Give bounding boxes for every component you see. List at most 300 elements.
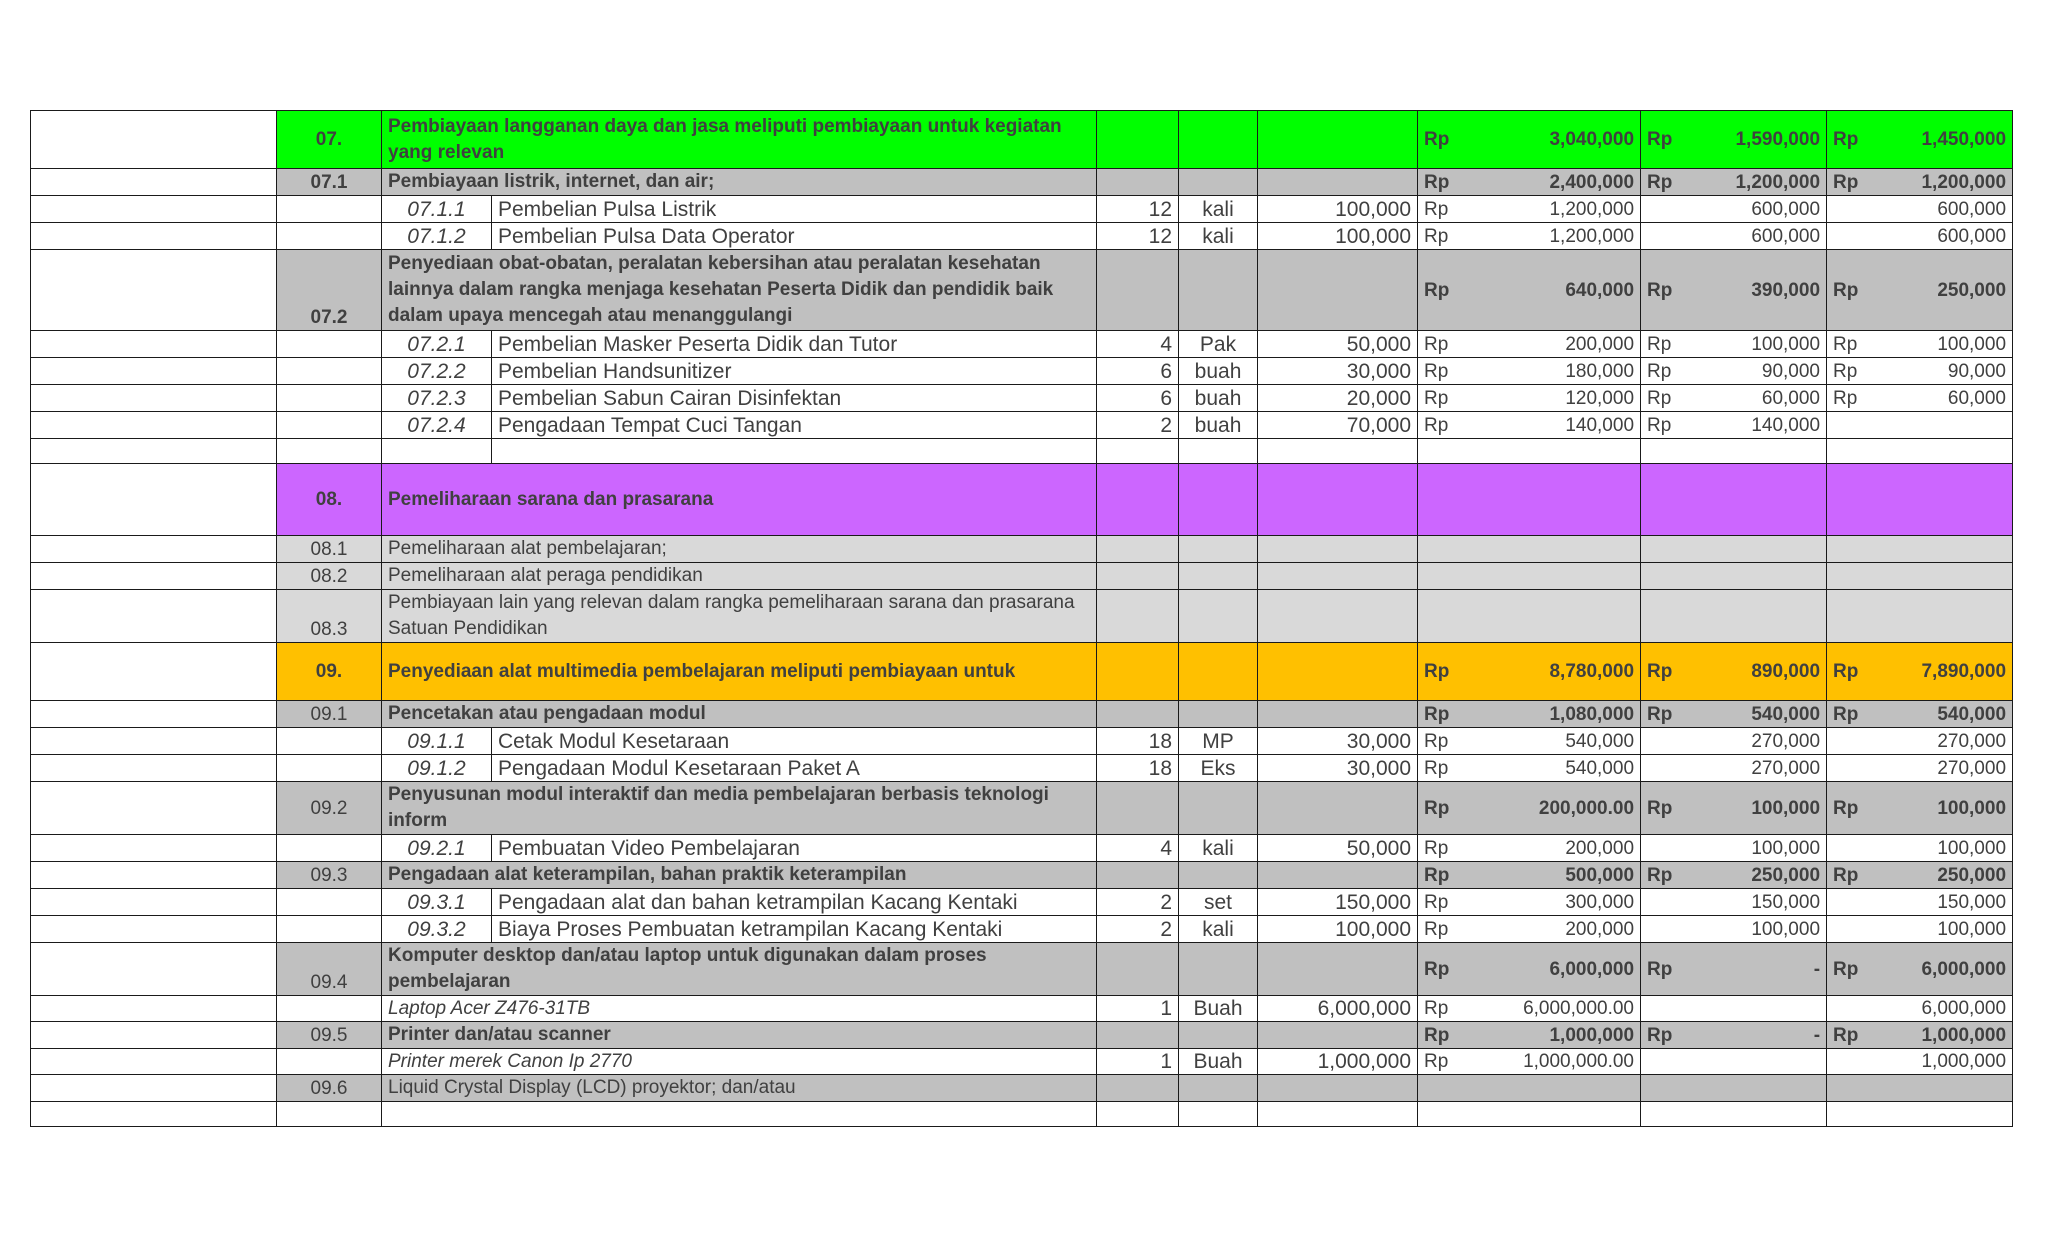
- cell-stage1[interactable]: 140,000: [1686, 412, 1827, 439]
- cell-blank[interactable]: [31, 169, 277, 196]
- cell-price[interactable]: 100,000: [1258, 916, 1418, 943]
- cell-qty[interactable]: 12: [1097, 223, 1179, 250]
- cell-subcode[interactable]: 09.3.2: [382, 916, 492, 943]
- cell-blank[interactable]: [31, 1102, 277, 1127]
- cell-blank[interactable]: [31, 250, 277, 331]
- cell-description[interactable]: Penyediaan obat-obatan, peralatan kebersihan atau peralatan kesehatan lainnya dalam rangka menjaga kesehatan Peserta Didik dan pendidik baik dalam upaya mencegah atau menanggulangi: [382, 250, 1097, 331]
- cell-rp-stage1[interactable]: [1641, 464, 1686, 536]
- cell-stage2[interactable]: 60,000: [1872, 385, 2013, 412]
- cell-stage2[interactable]: 90,000: [1872, 358, 2013, 385]
- cell-stage2[interactable]: [1872, 590, 2013, 643]
- cell-rp-total[interactable]: Rp: [1418, 889, 1463, 916]
- cell-blank[interactable]: [31, 643, 277, 701]
- cell-rp-stage1[interactable]: [1641, 196, 1686, 223]
- cell-price[interactable]: [1258, 536, 1418, 563]
- cell-rp-stage2[interactable]: [1827, 996, 1872, 1022]
- cell-price[interactable]: [1258, 563, 1418, 590]
- cell-total[interactable]: 300,000: [1463, 889, 1641, 916]
- cell-rp-stage1[interactable]: Rp: [1641, 331, 1686, 358]
- cell-price[interactable]: [1258, 862, 1418, 889]
- cell-rp-stage2[interactable]: [1827, 223, 1872, 250]
- cell-blank[interactable]: [31, 1022, 277, 1049]
- cell-description[interactable]: Pemeliharaan alat pembelajaran;: [382, 536, 1097, 563]
- cell-qty[interactable]: [1097, 590, 1179, 643]
- cell-stage1[interactable]: 250,000: [1686, 862, 1827, 889]
- cell-stage1[interactable]: -: [1686, 943, 1827, 996]
- cell-stage2[interactable]: 1,200,000: [1872, 169, 2013, 196]
- cell-rp-stage2[interactable]: Rp: [1827, 385, 1872, 412]
- cell-qty[interactable]: 4: [1097, 835, 1179, 862]
- cell-total[interactable]: [1463, 439, 1641, 464]
- cell-description[interactable]: Biaya Proses Pembuatan ketrampilan Kacang Kentaki: [492, 916, 1097, 943]
- cell-stage2[interactable]: 600,000: [1872, 223, 2013, 250]
- cell-rp-stage2[interactable]: [1827, 728, 1872, 755]
- cell-qty[interactable]: 6: [1097, 385, 1179, 412]
- cell-stage1[interactable]: 150,000: [1686, 889, 1827, 916]
- cell-rp-total[interactable]: Rp: [1418, 996, 1463, 1022]
- cell-qty[interactable]: [1097, 250, 1179, 331]
- cell-price[interactable]: [1258, 1022, 1418, 1049]
- cell-stage2[interactable]: 100,000: [1872, 782, 2013, 835]
- cell-rp-total[interactable]: Rp: [1418, 835, 1463, 862]
- cell-code[interactable]: [277, 196, 382, 223]
- cell-rp-total[interactable]: Rp: [1418, 643, 1463, 701]
- cell-stage2[interactable]: 250,000: [1872, 250, 2013, 331]
- cell-blank[interactable]: [31, 943, 277, 996]
- cell-rp-total[interactable]: Rp: [1418, 111, 1463, 169]
- cell-blank[interactable]: [31, 755, 277, 782]
- cell-blank[interactable]: [31, 728, 277, 755]
- cell-stage1[interactable]: 390,000: [1686, 250, 1827, 331]
- cell-unit[interactable]: [1179, 1102, 1258, 1127]
- cell-stage1[interactable]: [1686, 536, 1827, 563]
- cell-total[interactable]: 540,000: [1463, 755, 1641, 782]
- cell-code[interactable]: 07.1: [277, 169, 382, 196]
- cell-stage1[interactable]: [1686, 1075, 1827, 1102]
- cell-unit[interactable]: [1179, 169, 1258, 196]
- cell-rp-total[interactable]: Rp: [1418, 755, 1463, 782]
- cell-rp-stage1[interactable]: Rp: [1641, 412, 1686, 439]
- cell-code[interactable]: [277, 835, 382, 862]
- cell-stage2[interactable]: 150,000: [1872, 889, 2013, 916]
- cell-blank[interactable]: [31, 331, 277, 358]
- cell-qty[interactable]: 2: [1097, 412, 1179, 439]
- cell-price[interactable]: [1258, 943, 1418, 996]
- cell-total[interactable]: 140,000: [1463, 412, 1641, 439]
- cell-unit[interactable]: buah: [1179, 358, 1258, 385]
- cell-qty[interactable]: [1097, 169, 1179, 196]
- cell-item[interactable]: Laptop Acer Z476-31TB: [382, 996, 1097, 1022]
- cell-total[interactable]: [1463, 1075, 1641, 1102]
- cell-blank[interactable]: [31, 1049, 277, 1075]
- cell-code[interactable]: 08.: [277, 464, 382, 536]
- cell-rp-stage1[interactable]: [1641, 1075, 1686, 1102]
- cell-code[interactable]: 09.1: [277, 701, 382, 728]
- cell-rp-total[interactable]: [1418, 536, 1463, 563]
- cell-stage1[interactable]: [1686, 590, 1827, 643]
- cell-unit[interactable]: Buah: [1179, 996, 1258, 1022]
- cell-code[interactable]: [277, 1102, 382, 1127]
- cell-total[interactable]: 120,000: [1463, 385, 1641, 412]
- cell-stage2[interactable]: [1872, 439, 2013, 464]
- cell-rp-stage2[interactable]: Rp: [1827, 1022, 1872, 1049]
- cell-total[interactable]: 200,000: [1463, 835, 1641, 862]
- cell-qty[interactable]: [1097, 943, 1179, 996]
- cell-stage1[interactable]: 60,000: [1686, 385, 1827, 412]
- cell-rp-stage2[interactable]: [1827, 563, 1872, 590]
- cell-total[interactable]: [1463, 590, 1641, 643]
- cell-total[interactable]: 200,000: [1463, 916, 1641, 943]
- cell-blank[interactable]: [31, 889, 277, 916]
- cell-rp-total[interactable]: Rp: [1418, 728, 1463, 755]
- cell-rp-stage1[interactable]: [1641, 996, 1686, 1022]
- cell-unit[interactable]: [1179, 536, 1258, 563]
- cell-price[interactable]: 50,000: [1258, 331, 1418, 358]
- cell-blank[interactable]: [31, 111, 277, 169]
- cell-description[interactable]: Pemeliharaan sarana dan prasarana: [382, 464, 1097, 536]
- cell-rp-total[interactable]: Rp: [1418, 1022, 1463, 1049]
- cell-total[interactable]: [1463, 563, 1641, 590]
- cell-stage2[interactable]: 6,000,000: [1872, 943, 2013, 996]
- cell-qty[interactable]: 1: [1097, 1049, 1179, 1075]
- cell-price[interactable]: 30,000: [1258, 728, 1418, 755]
- cell-rp-total[interactable]: Rp: [1418, 250, 1463, 331]
- cell-unit[interactable]: [1179, 643, 1258, 701]
- cell-price[interactable]: 30,000: [1258, 358, 1418, 385]
- cell-stage2[interactable]: [1872, 1102, 2013, 1127]
- cell-stage1[interactable]: 100,000: [1686, 916, 1827, 943]
- cell-total[interactable]: [1463, 464, 1641, 536]
- cell-qty[interactable]: 4: [1097, 331, 1179, 358]
- cell-rp-total[interactable]: Rp: [1418, 1049, 1463, 1075]
- cell-rp-stage1[interactable]: [1641, 755, 1686, 782]
- cell-total[interactable]: [1463, 536, 1641, 563]
- cell-description[interactable]: Pencetakan atau pengadaan modul: [382, 701, 1097, 728]
- cell-rp-stage1[interactable]: [1641, 916, 1686, 943]
- cell-price[interactable]: 100,000: [1258, 196, 1418, 223]
- cell-rp-stage2[interactable]: [1827, 439, 1872, 464]
- cell-code[interactable]: [277, 358, 382, 385]
- cell-unit[interactable]: buah: [1179, 385, 1258, 412]
- cell-stage2[interactable]: 540,000: [1872, 701, 2013, 728]
- cell-unit[interactable]: Pak: [1179, 331, 1258, 358]
- cell-stage2[interactable]: 1,000,000: [1872, 1022, 2013, 1049]
- cell-blank[interactable]: [31, 439, 277, 464]
- cell-total[interactable]: 200,000: [1463, 331, 1641, 358]
- cell-qty[interactable]: [1097, 536, 1179, 563]
- cell-qty[interactable]: 2: [1097, 889, 1179, 916]
- cell-stage1[interactable]: -: [1686, 1022, 1827, 1049]
- cell-rp-stage2[interactable]: [1827, 1102, 1872, 1127]
- cell-qty[interactable]: [1097, 643, 1179, 701]
- cell-unit[interactable]: kali: [1179, 196, 1258, 223]
- cell-qty[interactable]: [1097, 111, 1179, 169]
- cell-rp-stage2[interactable]: Rp: [1827, 782, 1872, 835]
- cell-unit[interactable]: [1179, 464, 1258, 536]
- cell-code[interactable]: [277, 755, 382, 782]
- cell-rp-stage2[interactable]: Rp: [1827, 331, 1872, 358]
- cell-subcode[interactable]: 07.1.2: [382, 223, 492, 250]
- cell-qty[interactable]: [1097, 1102, 1179, 1127]
- cell-unit[interactable]: [1179, 862, 1258, 889]
- cell-rp-stage2[interactable]: [1827, 889, 1872, 916]
- cell-unit[interactable]: Buah: [1179, 1049, 1258, 1075]
- cell-rp-total[interactable]: Rp: [1418, 196, 1463, 223]
- cell-qty[interactable]: [1097, 862, 1179, 889]
- cell-total[interactable]: 1,000,000.00: [1463, 1049, 1641, 1075]
- cell-code[interactable]: 08.1: [277, 536, 382, 563]
- cell-rp-total[interactable]: [1418, 1075, 1463, 1102]
- cell-price[interactable]: 30,000: [1258, 755, 1418, 782]
- cell-code[interactable]: 07.2: [277, 250, 382, 331]
- cell-rp-stage2[interactable]: Rp: [1827, 250, 1872, 331]
- cell-total[interactable]: 6,000,000.00: [1463, 996, 1641, 1022]
- cell-unit[interactable]: kali: [1179, 223, 1258, 250]
- cell-total[interactable]: 540,000: [1463, 728, 1641, 755]
- cell-rp-total[interactable]: Rp: [1418, 862, 1463, 889]
- cell-stage2[interactable]: [1872, 563, 2013, 590]
- cell-stage1[interactable]: [1686, 1102, 1827, 1127]
- cell-total[interactable]: 2,400,000: [1463, 169, 1641, 196]
- cell-qty[interactable]: 12: [1097, 196, 1179, 223]
- cell-description[interactable]: Pengadaan Modul Kesetaraan Paket A: [492, 755, 1097, 782]
- cell-blank[interactable]: [31, 385, 277, 412]
- cell-rp-total[interactable]: Rp: [1418, 943, 1463, 996]
- cell-subcode[interactable]: 07.2.4: [382, 412, 492, 439]
- cell-rp-total[interactable]: Rp: [1418, 782, 1463, 835]
- cell-rp-total[interactable]: Rp: [1418, 358, 1463, 385]
- cell-description[interactable]: Pembiayaan listrik, internet, dan air;: [382, 169, 1097, 196]
- cell-unit[interactable]: [1179, 563, 1258, 590]
- cell-rp-total[interactable]: Rp: [1418, 916, 1463, 943]
- cell-rp-stage2[interactable]: Rp: [1827, 169, 1872, 196]
- cell-code[interactable]: [277, 385, 382, 412]
- cell-description[interactable]: Pengadaan alat dan bahan ketrampilan Kacang Kentaki: [492, 889, 1097, 916]
- cell-total[interactable]: 1,200,000: [1463, 196, 1641, 223]
- cell-rp-total[interactable]: [1418, 439, 1463, 464]
- cell-description[interactable]: Pembelian Pulsa Data Operator: [492, 223, 1097, 250]
- cell-price[interactable]: [1258, 701, 1418, 728]
- cell-description[interactable]: Pembiayaan lain yang relevan dalam rangka pemeliharaan sarana dan prasarana Satuan Pendidikan: [382, 590, 1097, 643]
- cell-rp-total[interactable]: Rp: [1418, 385, 1463, 412]
- cell-rp-stage2[interactable]: [1827, 916, 1872, 943]
- cell-rp-stage1[interactable]: [1641, 590, 1686, 643]
- cell-rp-total[interactable]: Rp: [1418, 701, 1463, 728]
- cell-stage2[interactable]: 600,000: [1872, 196, 2013, 223]
- cell-description[interactable]: Pembiayaan langganan daya dan jasa meliputi pembiayaan untuk kegiatan yang relevan: [382, 111, 1097, 169]
- cell-total[interactable]: 180,000: [1463, 358, 1641, 385]
- cell-rp-total[interactable]: [1418, 563, 1463, 590]
- cell-stage1[interactable]: 270,000: [1686, 755, 1827, 782]
- cell-total[interactable]: 8,780,000: [1463, 643, 1641, 701]
- cell-description[interactable]: Pembuatan Video Pembelajaran: [492, 835, 1097, 862]
- cell-code[interactable]: [277, 728, 382, 755]
- cell-rp-stage1[interactable]: Rp: [1641, 1022, 1686, 1049]
- cell-price[interactable]: [1258, 643, 1418, 701]
- cell-unit[interactable]: [1179, 943, 1258, 996]
- cell-rp-stage1[interactable]: Rp: [1641, 701, 1686, 728]
- cell-description[interactable]: Printer dan/atau scanner: [382, 1022, 1097, 1049]
- cell-subcode[interactable]: 07.2.2: [382, 358, 492, 385]
- cell-stage1[interactable]: [1686, 439, 1827, 464]
- cell-price[interactable]: [1258, 1102, 1418, 1127]
- cell-description[interactable]: Pembelian Pulsa Listrik: [492, 196, 1097, 223]
- cell-price[interactable]: [1258, 1075, 1418, 1102]
- cell-qty[interactable]: [1097, 439, 1179, 464]
- cell-rp-stage1[interactable]: [1641, 563, 1686, 590]
- cell-stage2[interactable]: 1,450,000: [1872, 111, 2013, 169]
- cell-blank[interactable]: [31, 590, 277, 643]
- cell-code[interactable]: [277, 331, 382, 358]
- cell-rp-total[interactable]: Rp: [1418, 169, 1463, 196]
- cell-total[interactable]: 1,200,000: [1463, 223, 1641, 250]
- cell-code[interactable]: 09.6: [277, 1075, 382, 1102]
- cell-stage1[interactable]: [1686, 464, 1827, 536]
- cell-stage1[interactable]: [1686, 563, 1827, 590]
- cell-stage1[interactable]: [1686, 1049, 1827, 1075]
- cell-description[interactable]: Penyediaan alat multimedia pembelajaran meliputi pembiayaan untuk: [382, 643, 1097, 701]
- cell-price[interactable]: 50,000: [1258, 835, 1418, 862]
- cell-stage1[interactable]: 1,590,000: [1686, 111, 1827, 169]
- cell-unit[interactable]: [1179, 701, 1258, 728]
- cell-total[interactable]: 3,040,000: [1463, 111, 1641, 169]
- cell-stage1[interactable]: 100,000: [1686, 835, 1827, 862]
- cell-unit[interactable]: kali: [1179, 835, 1258, 862]
- cell-rp-stage1[interactable]: [1641, 223, 1686, 250]
- cell-rp-stage2[interactable]: Rp: [1827, 643, 1872, 701]
- cell-stage2[interactable]: 1,000,000: [1872, 1049, 2013, 1075]
- cell-stage1[interactable]: 270,000: [1686, 728, 1827, 755]
- cell-rp-stage2[interactable]: [1827, 1049, 1872, 1075]
- cell-rp-stage1[interactable]: Rp: [1641, 250, 1686, 331]
- cell-total[interactable]: 200,000.00: [1463, 782, 1641, 835]
- cell-description[interactable]: Komputer desktop dan/atau laptop untuk digunakan dalam proses pembelajaran: [382, 943, 1097, 996]
- cell-stage1[interactable]: 100,000: [1686, 782, 1827, 835]
- cell-rp-stage1[interactable]: Rp: [1641, 169, 1686, 196]
- cell-subcode[interactable]: 09.3.1: [382, 889, 492, 916]
- cell-stage2[interactable]: 100,000: [1872, 835, 2013, 862]
- cell-qty[interactable]: 6: [1097, 358, 1179, 385]
- cell-stage1[interactable]: 540,000: [1686, 701, 1827, 728]
- cell-unit[interactable]: [1179, 782, 1258, 835]
- cell-rp-stage1[interactable]: Rp: [1641, 358, 1686, 385]
- cell-stage2[interactable]: [1872, 464, 2013, 536]
- cell-code[interactable]: 07.: [277, 111, 382, 169]
- cell-rp-stage2[interactable]: Rp: [1827, 701, 1872, 728]
- cell-total[interactable]: 500,000: [1463, 862, 1641, 889]
- cell-code[interactable]: [277, 412, 382, 439]
- cell-blank[interactable]: [31, 223, 277, 250]
- cell-code[interactable]: [277, 996, 382, 1022]
- cell-rp-stage1[interactable]: Rp: [1641, 385, 1686, 412]
- cell-blank[interactable]: [31, 916, 277, 943]
- cell-subcode[interactable]: 07.2.1: [382, 331, 492, 358]
- cell-rp-stage2[interactable]: [1827, 536, 1872, 563]
- cell-rp-stage1[interactable]: Rp: [1641, 643, 1686, 701]
- cell-code[interactable]: [277, 223, 382, 250]
- cell-rp-stage2[interactable]: [1827, 755, 1872, 782]
- cell-subcode[interactable]: 07.2.3: [382, 385, 492, 412]
- cell-code[interactable]: [277, 439, 382, 464]
- cell-price[interactable]: 20,000: [1258, 385, 1418, 412]
- cell-stage2[interactable]: 100,000: [1872, 916, 2013, 943]
- cell-qty[interactable]: 18: [1097, 728, 1179, 755]
- cell-subcode[interactable]: 09.1.2: [382, 755, 492, 782]
- cell-rp-total[interactable]: [1418, 590, 1463, 643]
- cell-stage2[interactable]: 270,000: [1872, 728, 2013, 755]
- cell-description[interactable]: [382, 1102, 1097, 1127]
- cell-code[interactable]: 09.5: [277, 1022, 382, 1049]
- cell-code[interactable]: 08.3: [277, 590, 382, 643]
- cell-stage2[interactable]: 250,000: [1872, 862, 2013, 889]
- cell-code[interactable]: 08.2: [277, 563, 382, 590]
- cell-code[interactable]: 09.3: [277, 862, 382, 889]
- cell-stage2[interactable]: [1872, 412, 2013, 439]
- cell-qty[interactable]: [1097, 701, 1179, 728]
- cell-subcode[interactable]: [382, 439, 492, 464]
- cell-code[interactable]: 09.: [277, 643, 382, 701]
- cell-stage1[interactable]: 1,200,000: [1686, 169, 1827, 196]
- cell-price[interactable]: [1258, 590, 1418, 643]
- cell-rp-stage1[interactable]: [1641, 889, 1686, 916]
- cell-blank[interactable]: [31, 196, 277, 223]
- cell-blank[interactable]: [31, 835, 277, 862]
- cell-blank[interactable]: [31, 563, 277, 590]
- cell-unit[interactable]: buah: [1179, 412, 1258, 439]
- cell-unit[interactable]: [1179, 439, 1258, 464]
- cell-stage2[interactable]: 7,890,000: [1872, 643, 2013, 701]
- cell-total[interactable]: 1,080,000: [1463, 701, 1641, 728]
- cell-stage1[interactable]: 600,000: [1686, 196, 1827, 223]
- cell-description[interactable]: Liquid Crystal Display (LCD) proyektor; dan/atau: [382, 1075, 1097, 1102]
- cell-stage2[interactable]: 6,000,000: [1872, 996, 2013, 1022]
- cell-code[interactable]: 09.4: [277, 943, 382, 996]
- cell-unit[interactable]: [1179, 111, 1258, 169]
- cell-unit[interactable]: set: [1179, 889, 1258, 916]
- cell-qty[interactable]: [1097, 563, 1179, 590]
- cell-rp-stage1[interactable]: [1641, 835, 1686, 862]
- cell-unit[interactable]: [1179, 1022, 1258, 1049]
- cell-rp-total[interactable]: Rp: [1418, 223, 1463, 250]
- cell-code[interactable]: [277, 889, 382, 916]
- cell-description[interactable]: Pengadaan alat keterampilan, bahan praktik keterampilan: [382, 862, 1097, 889]
- cell-description[interactable]: Pembelian Sabun Cairan Disinfektan: [492, 385, 1097, 412]
- cell-blank[interactable]: [31, 358, 277, 385]
- cell-stage2[interactable]: [1872, 536, 2013, 563]
- cell-stage1[interactable]: 600,000: [1686, 223, 1827, 250]
- cell-stage1[interactable]: 890,000: [1686, 643, 1827, 701]
- cell-rp-stage1[interactable]: [1641, 1102, 1686, 1127]
- cell-stage2[interactable]: 100,000: [1872, 331, 2013, 358]
- cell-rp-stage2[interactable]: [1827, 835, 1872, 862]
- cell-blank[interactable]: [31, 862, 277, 889]
- cell-total[interactable]: 640,000: [1463, 250, 1641, 331]
- cell-code[interactable]: 09.2: [277, 782, 382, 835]
- cell-price[interactable]: 6,000,000: [1258, 996, 1418, 1022]
- cell-blank[interactable]: [31, 782, 277, 835]
- cell-price[interactable]: [1258, 464, 1418, 536]
- cell-description[interactable]: Penyusunan modul interaktif dan media pembelajaran berbasis teknologi inform: [382, 782, 1097, 835]
- cell-rp-stage2[interactable]: Rp: [1827, 862, 1872, 889]
- cell-subcode[interactable]: 09.2.1: [382, 835, 492, 862]
- cell-qty[interactable]: [1097, 1022, 1179, 1049]
- cell-blank[interactable]: [31, 536, 277, 563]
- cell-rp-stage2[interactable]: Rp: [1827, 358, 1872, 385]
- cell-description[interactable]: Pembelian Handsunitizer: [492, 358, 1097, 385]
- cell-unit[interactable]: [1179, 1075, 1258, 1102]
- cell-rp-stage1[interactable]: [1641, 1049, 1686, 1075]
- cell-qty[interactable]: [1097, 1075, 1179, 1102]
